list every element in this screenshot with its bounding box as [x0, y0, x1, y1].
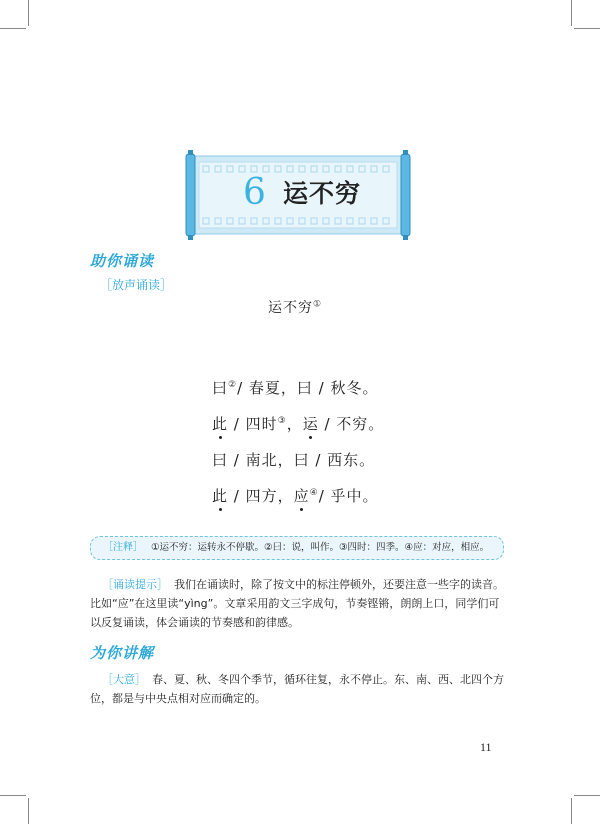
section-heading-read: 助你诵读 — [90, 252, 155, 270]
reading-tips — [90, 575, 510, 632]
crop-mark — [574, 795, 600, 796]
emphasis-char: 运 — [302, 415, 319, 433]
footnote-mark: ① — [313, 299, 323, 310]
emphasis-char: 此 — [212, 415, 229, 433]
lesson-number: 6 — [243, 172, 266, 213]
crop-mark — [28, 798, 29, 824]
footnote-mark: ④ — [309, 488, 319, 498]
notes-text: ①运不穷：运转永不停歇。②曰：说，叫作。③四时：四季。④应：对应，相应。 — [151, 542, 490, 553]
meaning-paragraph — [90, 670, 510, 708]
page-number: 11 — [480, 740, 492, 754]
crop-mark — [571, 0, 572, 26]
meaning-text: 春、夏、秋、冬四个季节，循环往复，永不停止。东、南、西、北四个方位，都是与中央点相对应而确定的。 — [90, 673, 504, 705]
emphasis-char: 此 — [212, 487, 229, 505]
poem-line: 此 / 四时③，运 / 不穷。 — [212, 415, 385, 433]
lesson-title: 运不穷 — [283, 179, 362, 208]
crop-mark — [28, 0, 29, 26]
crop-mark — [0, 795, 26, 796]
footnote-mark: ② — [228, 380, 238, 390]
notes-box — [90, 536, 504, 560]
tips-text: 我们在诵读时，除了按文中的标注停顿外，还要注意一些字的读音。比如“应”在这里读“yìng”。文章采用韵文三字成句，节奏铿锵，朗朗上口，同学们可以反复诵读，体会诵读的节奏感和韵律感。 — [90, 578, 504, 629]
sub-tag-read-aloud: ［放声诵读］ — [100, 278, 173, 292]
poem-title: 运不穷① — [268, 299, 323, 316]
poem-line: 此 / 四方，应④/ 乎中。 — [212, 487, 379, 505]
crop-mark — [574, 28, 600, 29]
crop-mark — [571, 798, 572, 824]
poem-line: 曰②/ 春夏，曰 / 秋冬。 — [212, 379, 379, 397]
crop-mark — [0, 28, 26, 29]
section-heading-explain: 为你讲解 — [90, 644, 155, 662]
tips-label: ［诵读提示］ — [102, 578, 168, 591]
footnote-mark: ③ — [277, 416, 287, 426]
meaning-label: ［大意］ — [102, 673, 146, 686]
emphasis-char: 应 — [293, 487, 310, 505]
poem-line: 曰 / 南北，曰 / 西东。 — [212, 451, 376, 469]
notes-label: ［注释］ — [103, 542, 143, 553]
